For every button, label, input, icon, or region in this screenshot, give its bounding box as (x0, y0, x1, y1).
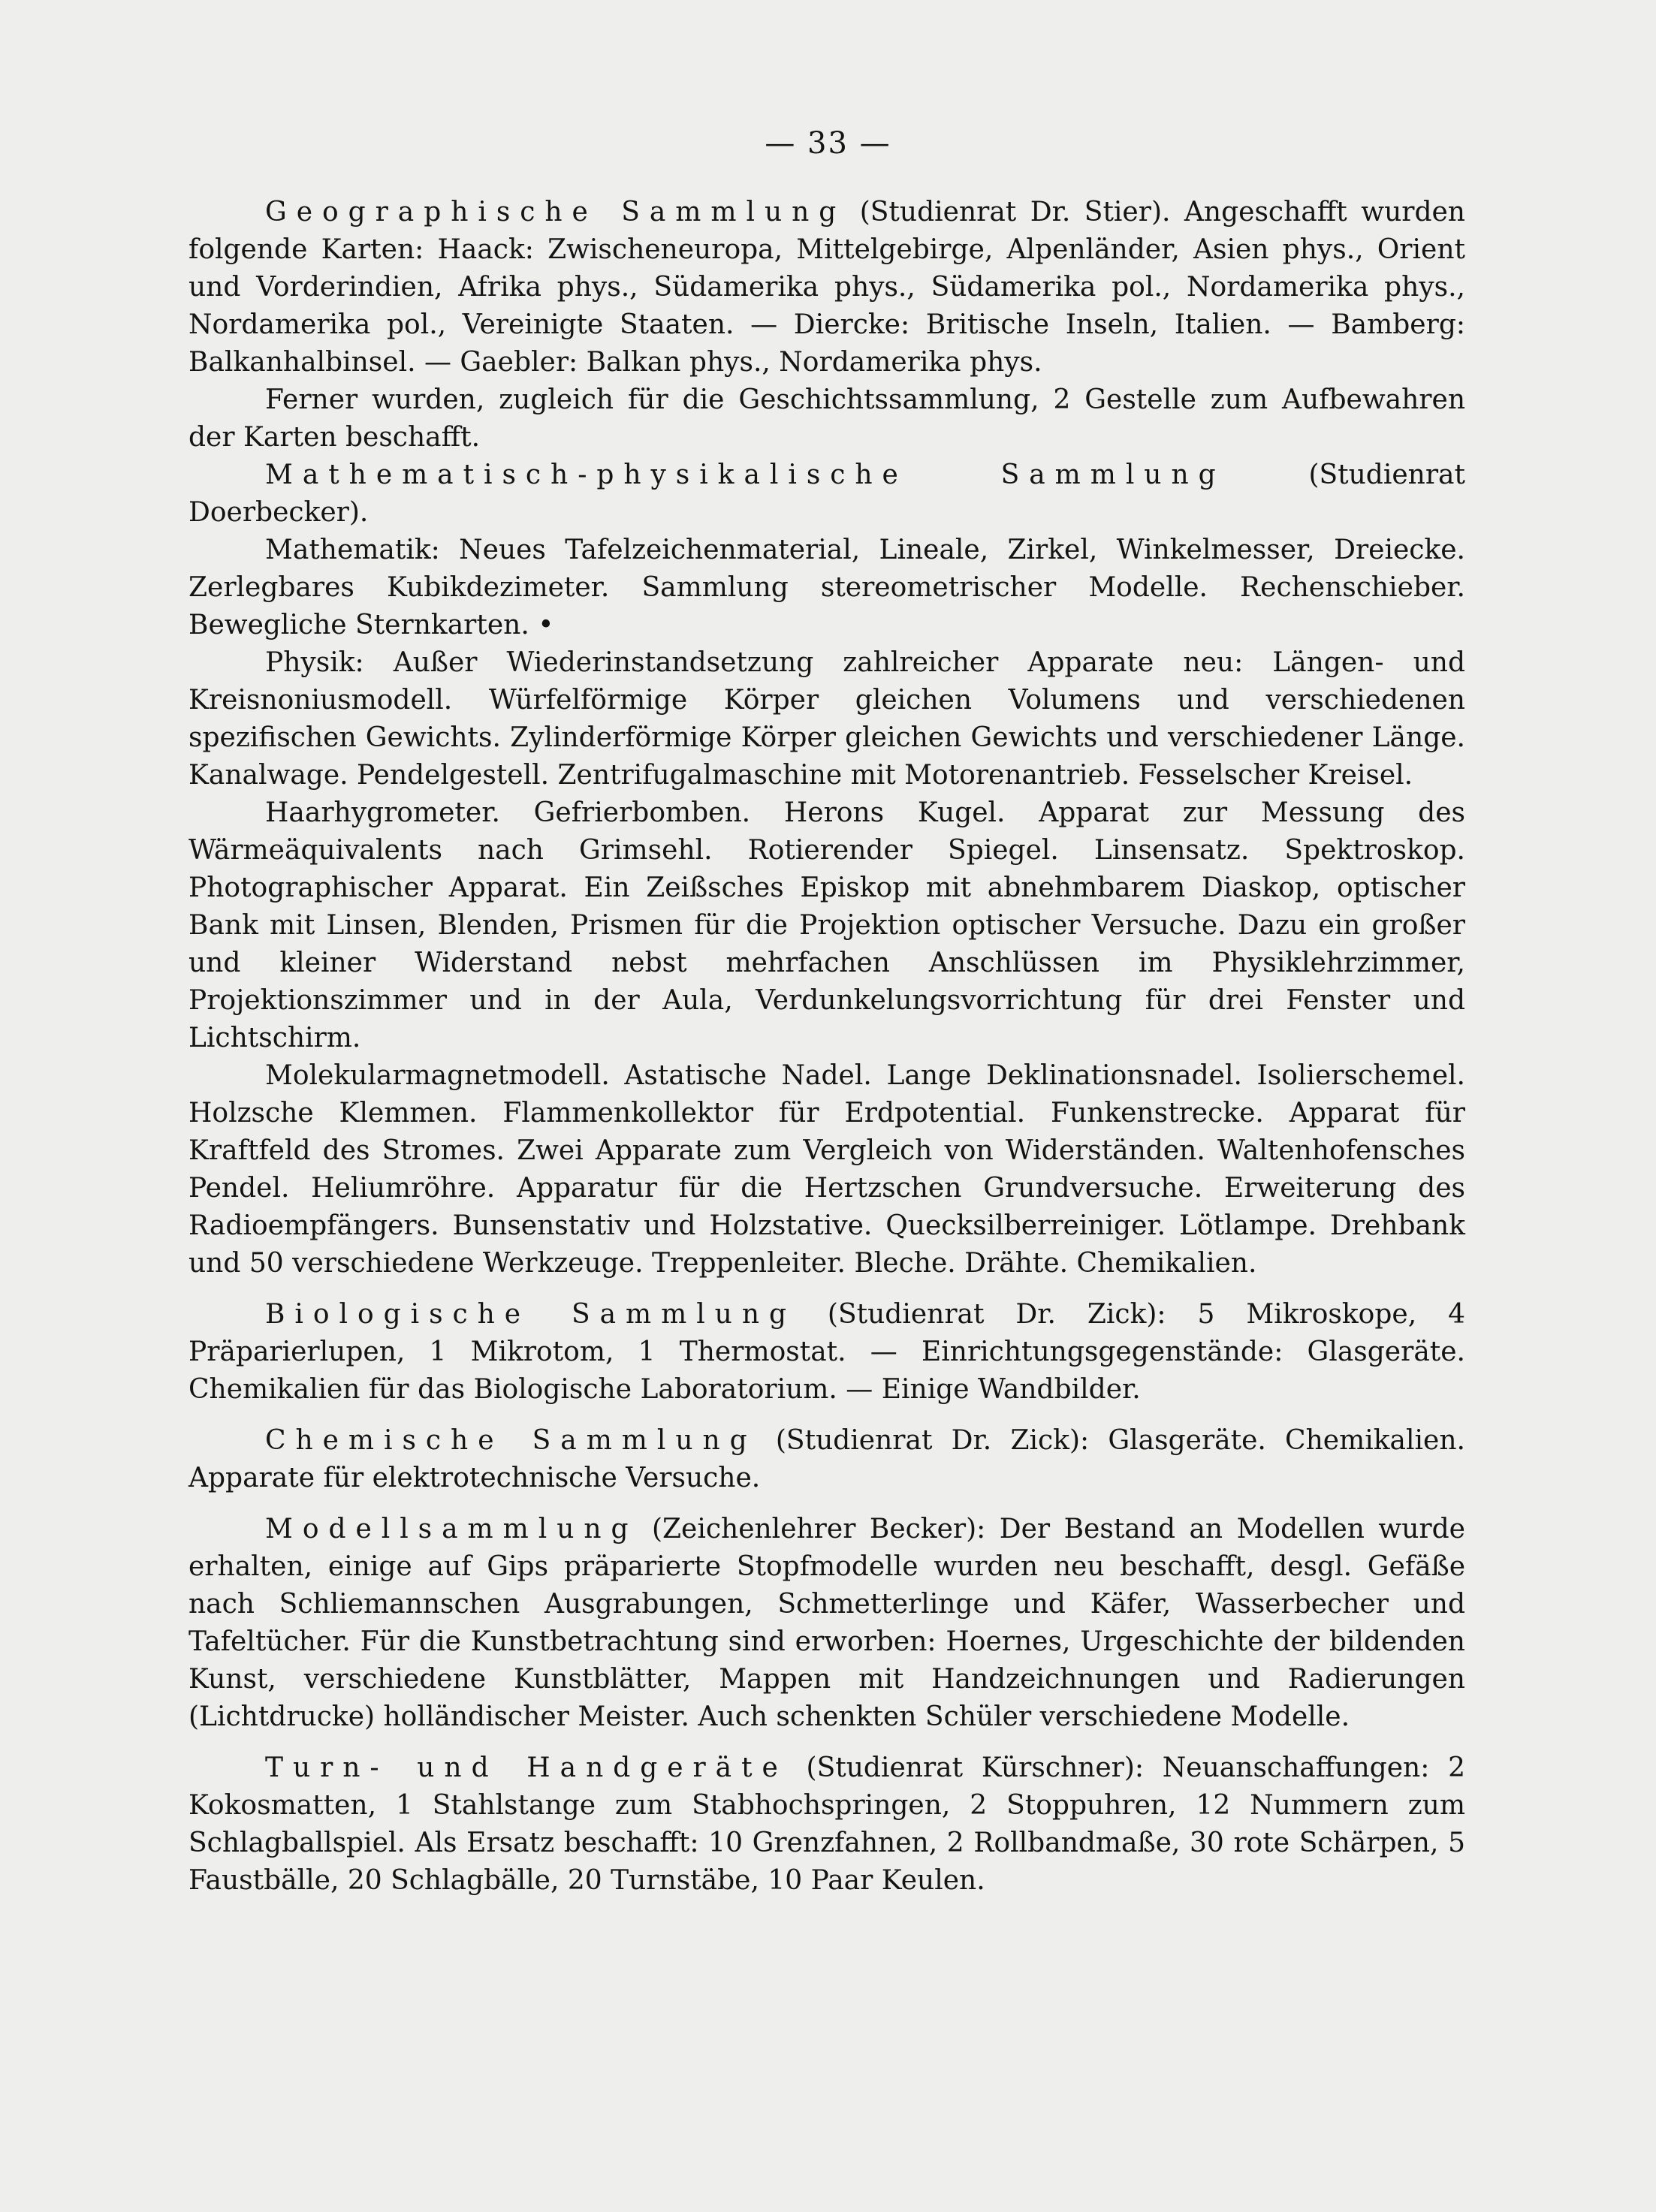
paragraph-text: (Zeichenlehrer Becker): Der Bestand an Modellen wurde erhalten, einige auf Gips präparierte Stopfmodelle wurden neu beschafft, desgl. Gefäße nach Schliemannschen Ausgrabungen, Schmetterlinge und Käfer, Wasserbecher und Tafeltücher. Für die Kunstbetrachtung sind erworben: Hoernes, Urgeschichte der bildenden Kunst, verschiedene Kunstblätter, Mappen mit Handzeichnungen und Radierungen (Lichtdrucke) holländischer Meister. Auch schenkten Schüler verschiedene Modelle. (189, 1514, 1465, 1732)
page-number: — 33 — (765, 126, 891, 161)
paragraph-text: (Studienrat Doerbecker). (189, 460, 1465, 528)
section-heading: Geographische Sammlung (265, 197, 846, 228)
paragraph-text: Molekularmagnetmodell. Astatische Nadel. Lange Deklinationsnadel. Isolierschemel. Holzsche Klemmen. Flammenkollektor für Erdpotential. Funkenstrecke. Apparat für Kraftfeld des Stromes. Zwei Apparate zum Vergleich von Widerständen. Waltenhofensches Pendel. Heliumröhre. Apparatur für die Hertzschen Grundversuche. Erweiterung des Radioempfängers. Bunsenstativ und Holzstative. Quecksilberreiniger. Lötlampe. Drehbank und 50 verschiedene Werkzeuge. Treppenleiter. Bleche. Drähte. Chemikalien. (189, 1060, 1465, 1279)
paragraph-math-physics-collection (189, 457, 1465, 532)
section-heading: Chemische Sammlung (265, 1425, 757, 1456)
paragraph-chemistry-collection (189, 1422, 1465, 1497)
paragraph-physics-electricity (189, 1057, 1465, 1282)
paragraph-text: Haarhygrometer. Gefrierbomben. Herons Kugel. Apparat zur Messung des Wärmeäquivalents nach Grimsehl. Rotierender Spiegel. Linsensatz. Spektroskop. Photographischer Apparat. Ein Zeißsches Episkop mit abnehmbarem Diaskop, optischer Bank mit Linsen, Blenden, Prismen für die Projektion optischer Versuche. Dazu ein großer und kleiner Widerstand nebst mehrfachen Anschlüssen im Physiklehrzimmer, Projektionszimmer und in der Aula, Verdunkelungsvorrichtung für drei Fenster und Lichtschirm. (189, 797, 1465, 1053)
paragraph-text: Physik: Außer Wiederinstandsetzung zahlreicher Apparate neu: Längen- und Kreisnoniusmodell. Würfelförmige Körper gleichen Volumens und verschiedenen spezifischen Gewichts. Zylinderförmige Körper gleichen Gewichts und verschiedener Länge. Kanalwage. Pendelgestell. Zentrifugalmaschine mit Motorenantrieb. Fesselscher Kreisel. (189, 647, 1465, 791)
paragraph-physics-optics (189, 794, 1465, 1057)
section-heading: Modellsammlung (265, 1514, 638, 1544)
paragraph-gym-equipment (189, 1749, 1465, 1900)
paragraph-text: (Studienrat Dr. Zick): Glasgeräte. Chemikalien. Apparate für elektrotechnische Versuche. (189, 1425, 1465, 1493)
paragraph-biology-collection (189, 1296, 1465, 1409)
paragraph-text: Mathematik: Neues Tafelzeichenmaterial, Lineale, Zirkel, Winkelmesser, Dreiecke. Zerlegbares Kubikdezimeter. Sammlung stereometrischer Modelle. Rechenschieber. Bewegliche Sternkarten. • (189, 535, 1465, 640)
paragraph-model-collection (189, 1511, 1465, 1736)
paragraph-text: Ferner wurden, zugleich für die Geschichtssammlung, 2 Gestelle zum Aufbewahren der Karten beschafft. (189, 384, 1465, 453)
paragraph-mathematics (189, 532, 1465, 644)
paragraph-map-stands (189, 381, 1465, 457)
paragraph-text: (Studienrat Dr. Stier). Angeschafft wurden folgende Karten: Haack: Zwischeneuropa, Mittelgebirge, Alpenländer, Asien phys., Orient und Vorderindien, Afrika phys., Südamerika phys., Südamerika pol., Nordamerika phys., Nordamerika pol., Vereinigte Staaten. — Diercke: Britische Inseln, Italien. — Bamberg: Balkanhalbinsel. — Gaebler: Balkan phys., Nordamerika phys. (189, 197, 1465, 378)
paragraph-physics (189, 644, 1465, 794)
page-body (189, 194, 1465, 1900)
paragraph-text: (Studienrat Kürschner): Neuanschaffungen: 2 Kokosmatten, 1 Stahlstange zum Stabhochspringen, 2 Stoppuhren, 12 Nummern zum Schlagballspiel. Als Ersatz beschafft: 10 Grenzfahnen, 2 Rollbandmaße, 30 rote Schärpen, 5 Faustbälle, 20 Schlagbälle, 20 Turnstäbe, 10 Paar Keulen. (189, 1752, 1466, 1896)
paragraph-geography-collection (189, 194, 1465, 381)
paragraph-text: (Studienrat Dr. Zick): 5 Mikroskope, 4 Präparierlupen, 1 Mikrotom, 1 Thermostat. — Einrichtungsgegenstände: Glasgeräte. Chemikalien für das Biologische Laboratorium. — Einige Wandbilder. (189, 1299, 1465, 1405)
section-heading: Biologische Sammlung (265, 1299, 796, 1330)
section-heading: Turn- und Handgeräte (265, 1752, 788, 1783)
section-heading: Mathematisch-physikalische Sammlung (265, 460, 1226, 490)
